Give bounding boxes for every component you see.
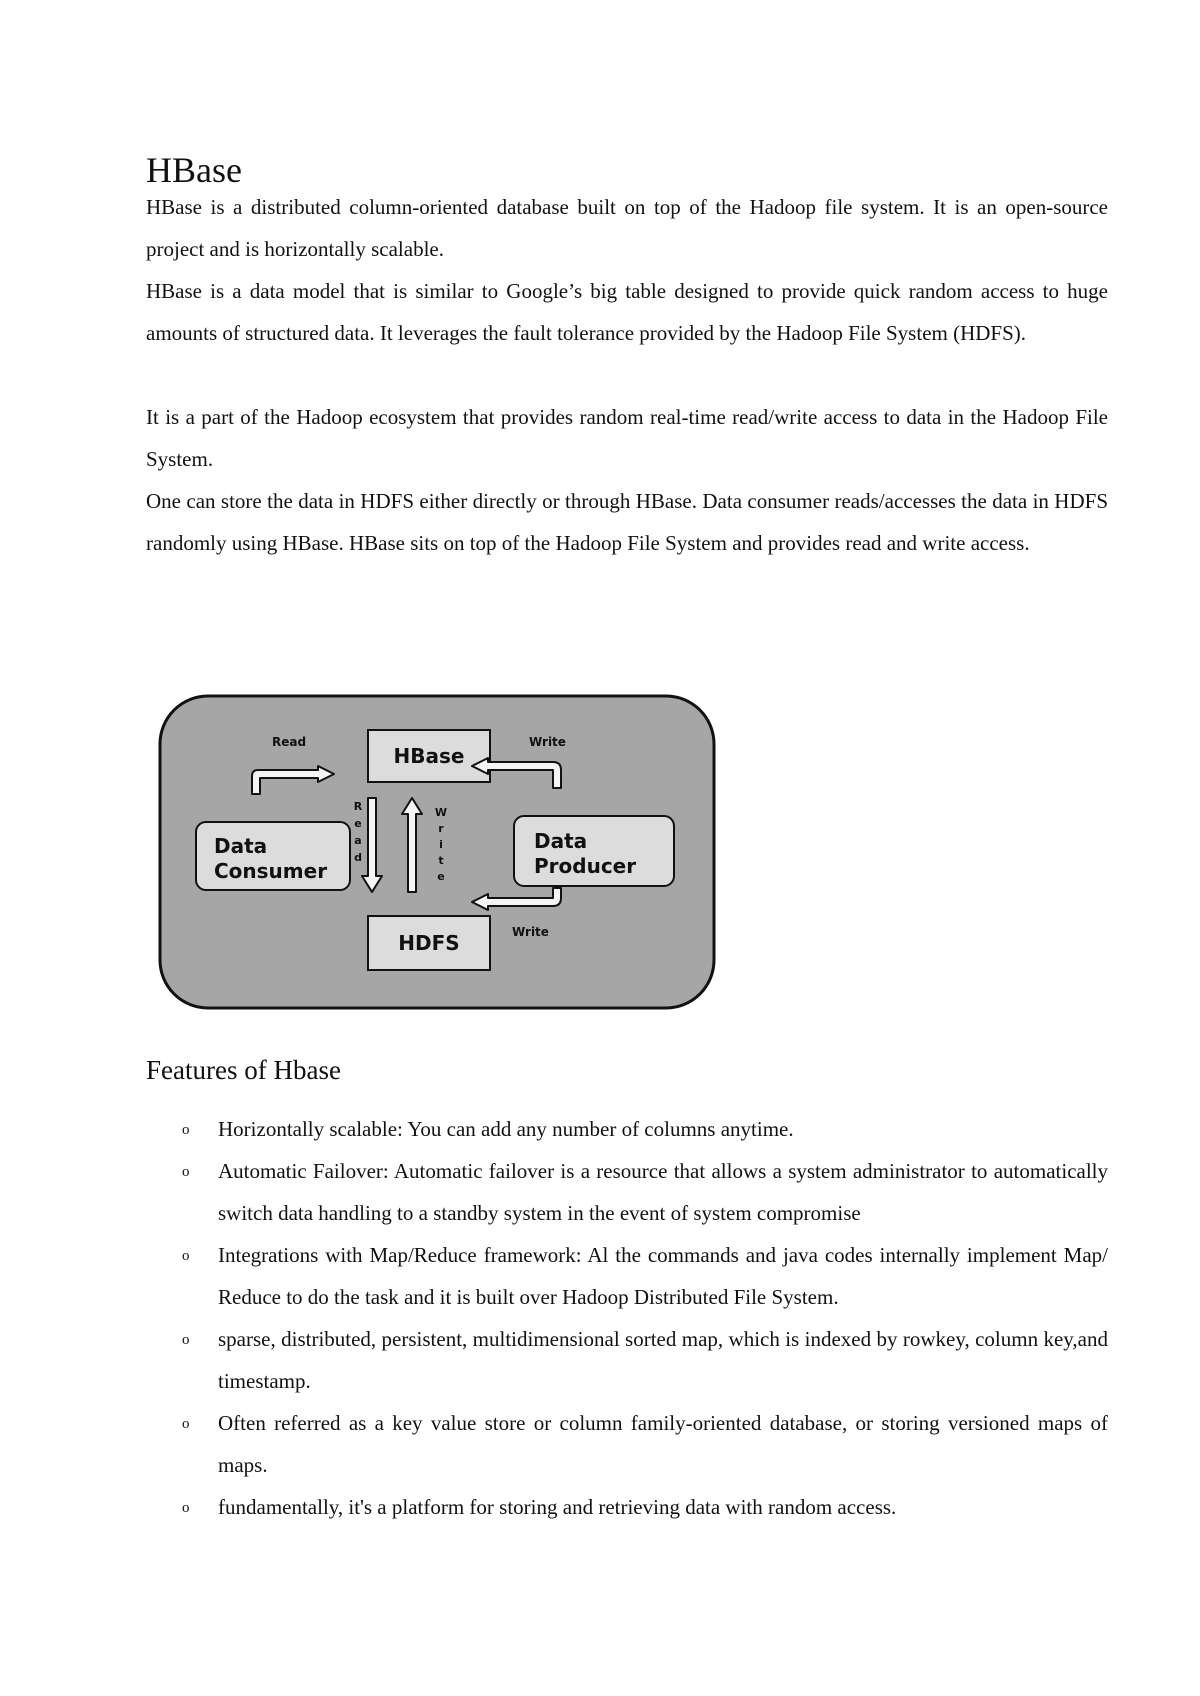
list-item-text: Integrations with Map/Reduce framework: Al the commands and java codes internally implement Map/ Reduce to do the task and it is built over Hadoop Distributed File System. xyxy=(218,1243,1108,1309)
hbase-box-label: HBase xyxy=(393,744,465,768)
read-vertical-letter: R xyxy=(353,800,363,813)
list-item-text: Often referred as a key value store or column family-oriented database, or storing versioned maps of maps. xyxy=(218,1411,1108,1477)
list-item xyxy=(146,1108,1108,1150)
list-item xyxy=(146,1402,1108,1486)
bullet: o xyxy=(182,1332,190,1348)
read-vertical-letter: d xyxy=(354,851,362,864)
hdfs-box-label: HDFS xyxy=(398,931,460,955)
page-title: HBase xyxy=(146,150,242,190)
read-vertical-letter: e xyxy=(354,817,362,830)
features-list xyxy=(146,1108,1108,1528)
bullet: o xyxy=(182,1164,190,1180)
write-vertical-letter: r xyxy=(438,822,444,835)
list-item-text: sparse, distributed, persistent, multidimensional sorted map, which is indexed by rowkey, column key,and timestamp. xyxy=(218,1327,1108,1393)
list-item-text: Horizontally scalable: You can add any number of columns anytime. xyxy=(218,1117,794,1141)
write-vertical-letter: i xyxy=(439,838,443,851)
bullet: o xyxy=(182,1500,190,1516)
paragraph-intro: HBase is a distributed column-oriented database built on top of the Hadoop file system. It is an open-source project and is horizontally scalable. xyxy=(146,195,1108,261)
list-item xyxy=(146,1234,1108,1318)
features-heading: Features of Hbase xyxy=(146,1055,341,1085)
write-vertical-letter: W xyxy=(434,806,448,819)
write-top-label: Write xyxy=(529,735,566,749)
list-item xyxy=(146,1318,1108,1402)
list-item-text: Automatic Failover: Automatic failover is a resource that allows a system administrator to automatically switch data handling to a standby system in the event of system compromise xyxy=(218,1159,1108,1225)
data-consumer-label-line2: Consumer xyxy=(214,859,328,883)
read-vertical-letter: a xyxy=(354,834,362,847)
list-item xyxy=(146,1150,1108,1234)
bullet: o xyxy=(182,1416,190,1432)
write-bottom-label: Write xyxy=(512,925,549,939)
data-consumer-label-line1: Data xyxy=(214,834,268,858)
data-producer-label-line2: Producer xyxy=(534,854,637,878)
hbase-architecture-diagram xyxy=(158,694,716,1010)
list-item-text: fundamentally, it's a platform for storing and retrieving data with random access. xyxy=(218,1495,897,1519)
paragraph-data-model: HBase is a data model that is similar to Google’s big table designed to provide quick random access to huge amounts of structured data. It leverages the fault tolerance provided by the Hadoop File System (HDFS). xyxy=(146,279,1108,345)
read-top-label: Read xyxy=(272,735,307,749)
write-vertical-letter: t xyxy=(438,854,444,867)
paragraph-ecosystem: It is a part of the Hadoop ecosystem that provides random real-time read/write access to data in the Hadoop File System. xyxy=(146,405,1108,471)
paragraph-storage: One can store the data in HDFS either directly or through HBase. Data consumer reads/accesses the data in HDFS randomly using HBase. HBase sits on top of the Hadoop File System and provides read and write access. xyxy=(146,489,1108,555)
bullet: o xyxy=(182,1122,190,1138)
write-vertical-letter: e xyxy=(437,870,445,883)
data-producer-label-line1: Data xyxy=(534,829,588,853)
bullet: o xyxy=(182,1248,190,1264)
list-item xyxy=(146,1486,1108,1528)
